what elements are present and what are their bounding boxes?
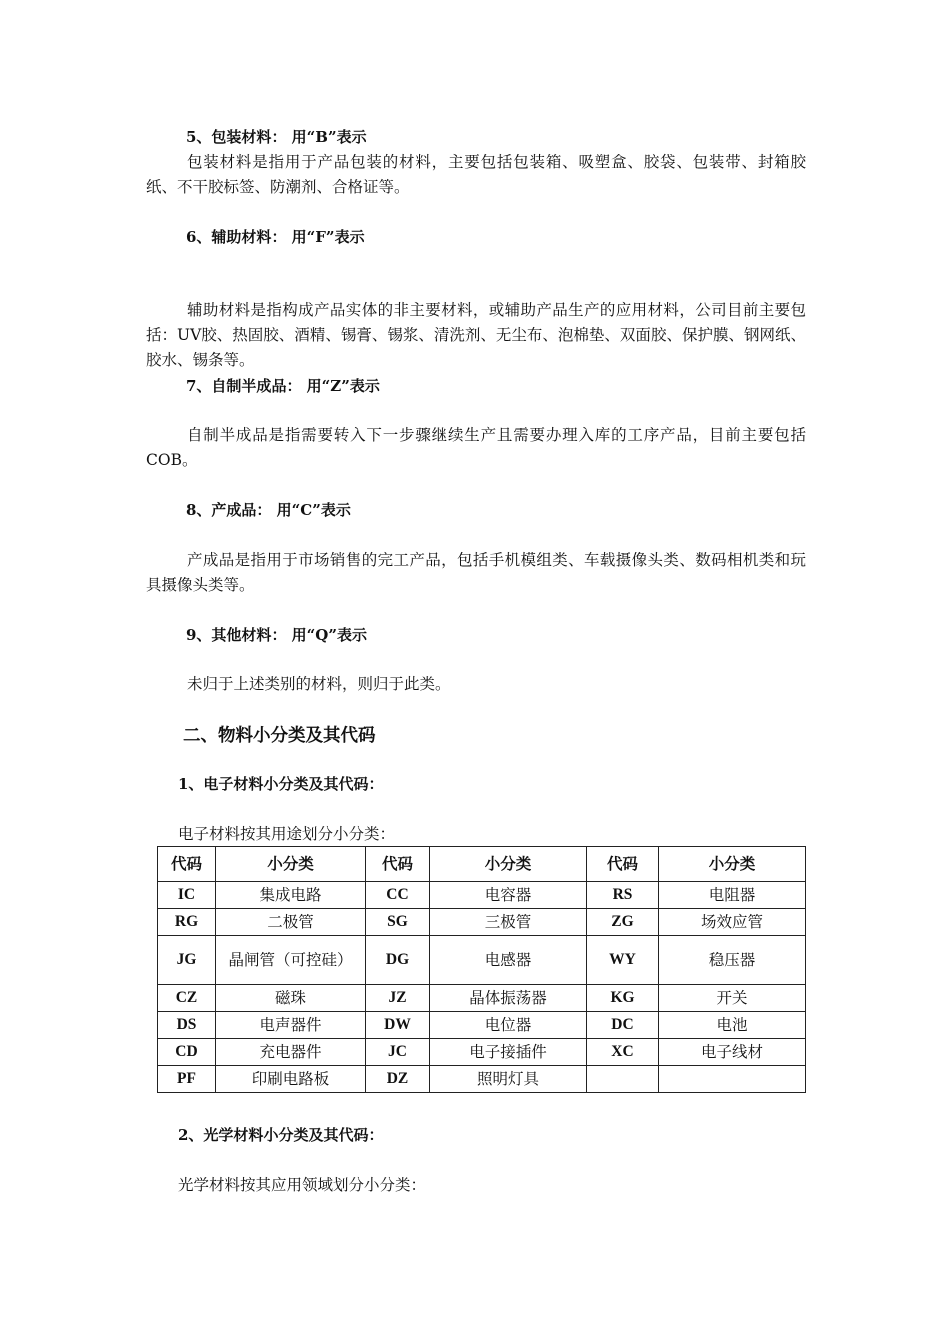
header-category: 小分类 [216, 847, 366, 882]
code-cell: PF [158, 1066, 216, 1093]
electronic-intro: 电子材料按其用途划分小分类： [178, 825, 396, 843]
table-row [158, 1066, 806, 1093]
category-cell: 晶闸管（可控硅） [216, 936, 366, 985]
category-cell: 电容器 [430, 882, 587, 909]
section-5-heading: 5、包装材料： 用“B”表示 [186, 128, 367, 146]
category-cell: 充电器件 [216, 1039, 366, 1066]
category-cell: 开关 [659, 985, 806, 1012]
optical-heading: 2、光学材料小分类及其代码： [178, 1126, 384, 1144]
code-cell: XC [587, 1039, 659, 1066]
category-cell: 电子接插件 [430, 1039, 587, 1066]
code-cell: ZG [587, 909, 659, 936]
category-cell: 晶体振荡器 [430, 985, 587, 1012]
category-cell: 电位器 [430, 1012, 587, 1039]
code-cell: DS [158, 1012, 216, 1039]
category-cell: 电子线材 [659, 1039, 806, 1066]
code-cell: DW [366, 1012, 430, 1039]
code-cell: CC [366, 882, 430, 909]
table-header-row [158, 847, 806, 882]
part2-title: 二、物料小分类及其代码 [183, 726, 376, 746]
code-cell: DC [587, 1012, 659, 1039]
category-cell: 电感器 [430, 936, 587, 985]
header-code: 代码 [587, 847, 659, 882]
category-cell: 电声器件 [216, 1012, 366, 1039]
code-cell: WY [587, 936, 659, 985]
section-7-heading: 7、自制半成品： 用“Z”表示 [186, 377, 380, 395]
table-row [158, 882, 806, 909]
header-code: 代码 [366, 847, 430, 882]
code-cell: KG [587, 985, 659, 1012]
category-cell: 电阻器 [659, 882, 806, 909]
category-cell: 印刷电路板 [216, 1066, 366, 1093]
category-cell: 集成电路 [216, 882, 366, 909]
category-cell: 电池 [659, 1012, 806, 1039]
code-cell: CZ [158, 985, 216, 1012]
optical-intro: 光学材料按其应用领域划分小分类： [178, 1176, 427, 1194]
code-cell: JZ [366, 985, 430, 1012]
code-cell: SG [366, 909, 430, 936]
section-7-body: 自制半成品是指需要转入下一步骤继续生产且需要办理入库的工序产品，目前主要包括COB。 [146, 426, 806, 469]
section-6-heading: 6、辅助材料： 用“F”表示 [186, 228, 365, 246]
code-cell: RG [158, 909, 216, 936]
table-row [158, 1012, 806, 1039]
electronic-code-table [157, 846, 806, 1093]
section-8-body: 产成品是指用于市场销售的完工产品，包括手机模组类、车载摄像头类、数码相机类和玩具摄像头类等。 [146, 551, 806, 594]
section-5-body: 包装材料是指用于产品包装的材料，主要包括包装箱、吸塑盒、胶袋、包装带、封箱胶纸、不干胶标签、防潮剂、合格证等。 [146, 153, 806, 196]
section-9-heading: 9、其他材料： 用“Q”表示 [186, 626, 367, 644]
electronic-heading: 1、电子材料小分类及其代码： [178, 775, 384, 793]
code-cell: CD [158, 1039, 216, 1066]
category-cell [659, 1066, 806, 1093]
header-category: 小分类 [659, 847, 806, 882]
table-row [158, 985, 806, 1012]
code-cell: RS [587, 882, 659, 909]
table-row [158, 909, 806, 936]
header-category: 小分类 [430, 847, 587, 882]
category-cell: 稳压器 [659, 936, 806, 985]
category-cell: 三极管 [430, 909, 587, 936]
header-code: 代码 [158, 847, 216, 882]
code-cell [587, 1066, 659, 1093]
table-row [158, 936, 806, 985]
category-cell: 照明灯具 [430, 1066, 587, 1093]
section-8-heading: 8、产成品： 用“C”表示 [186, 501, 351, 519]
code-cell: DG [366, 936, 430, 985]
code-cell: DZ [366, 1066, 430, 1093]
section-6-body: 辅助材料是指构成产品实体的非主要材料，或辅助产品生产的应用材料，公司目前主要包括：UV胶、热固胶、酒精、锡膏、锡浆、清洗剂、无尘布、泡棉垫、双面胶、保护膜、钢网纸、胶水、锡条等。 [146, 301, 806, 369]
code-cell: IC [158, 882, 216, 909]
category-cell: 场效应管 [659, 909, 806, 936]
category-cell: 磁珠 [216, 985, 366, 1012]
code-cell: JC [366, 1039, 430, 1066]
code-cell: JG [158, 936, 216, 985]
category-cell: 二极管 [216, 909, 366, 936]
section-9-body: 未归于上述类别的材料，则归于此类。 [187, 675, 451, 693]
table-row [158, 1039, 806, 1066]
